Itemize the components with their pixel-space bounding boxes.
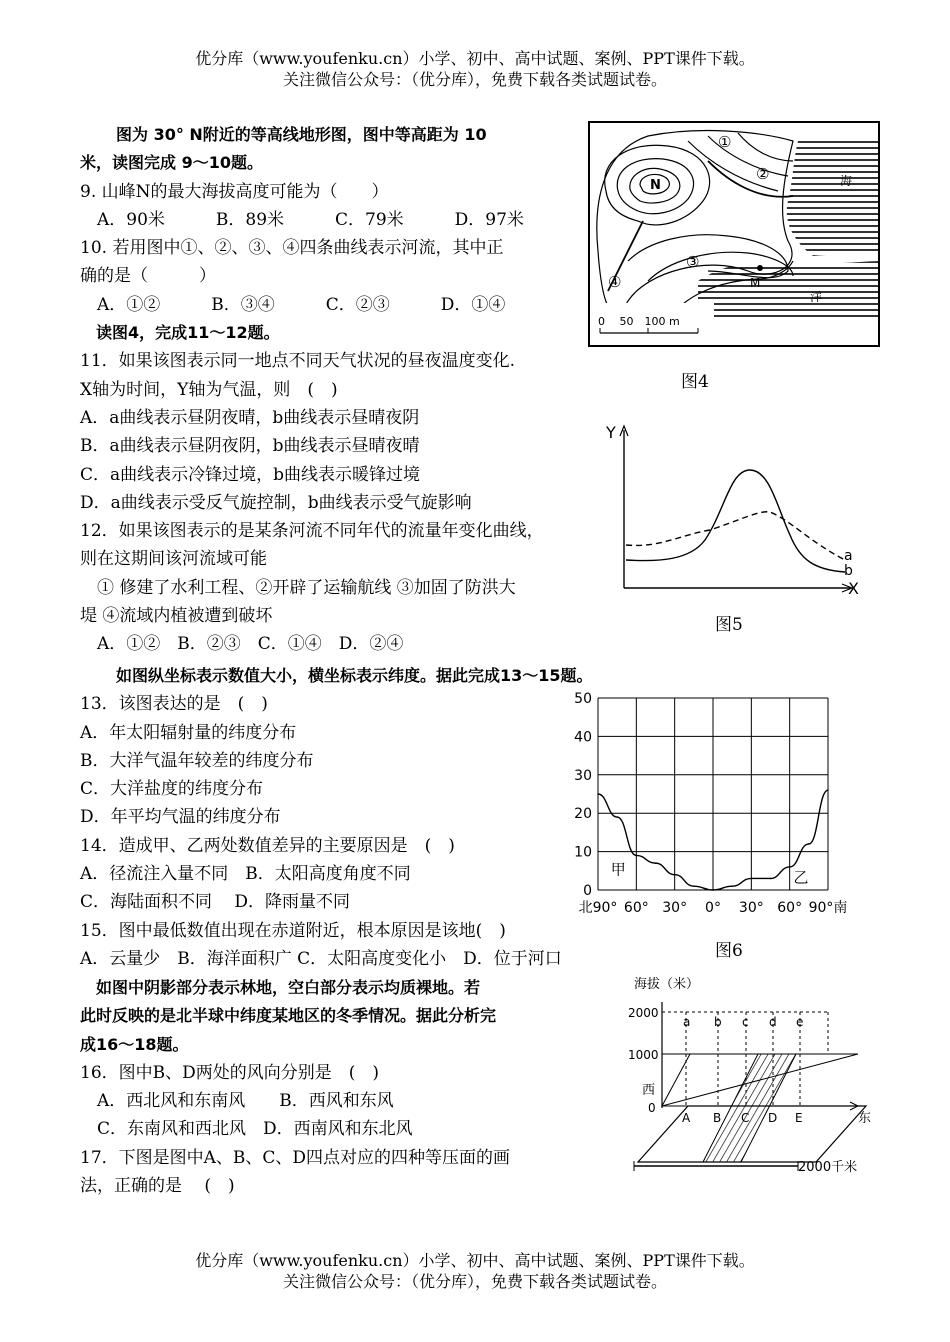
question-13-option-d: D．年平均气温的纬度分布 bbox=[80, 807, 281, 828]
contour-map-figure bbox=[588, 121, 880, 347]
question-11-option-b: B．a曲线表示昼阴夜阴，b曲线表示昼晴夜晴 bbox=[80, 436, 420, 457]
fig7-y-2000: 2000 bbox=[628, 1006, 659, 1020]
question-9-options: A．90米 B．89米 C．79米 D．97米 bbox=[80, 209, 524, 230]
fig7-top-e: e bbox=[796, 1015, 804, 1029]
footer-line-2: 关注微信公众号：（优分库），免费下载各类试题试卷。 bbox=[282, 1272, 667, 1291]
fig6-ytick: 10 bbox=[574, 844, 592, 861]
question-9: 9. 山峰N的最大海拔高度可能为（ ） bbox=[80, 181, 389, 202]
fig7-figure bbox=[628, 972, 878, 1182]
fig6-chart-figure bbox=[570, 690, 880, 925]
fig6-xtick: 30° bbox=[738, 900, 764, 916]
fig7-bottom-a: A bbox=[682, 1111, 691, 1125]
fig6-point bbox=[770, 878, 772, 880]
fig6-point bbox=[655, 862, 657, 864]
fig7-top-b: b bbox=[714, 1015, 722, 1029]
label-4: ④ bbox=[608, 273, 622, 291]
fig6-xtick: 0° bbox=[705, 900, 721, 916]
question-13-option-a: A．年太阳辐射量的纬度分布 bbox=[80, 722, 297, 743]
fig7-diagram bbox=[628, 972, 878, 1182]
fig5-caption: 图5 bbox=[715, 615, 743, 635]
question-11-option-d: D．a曲线表示受反气旋控制，b曲线表示受气旋影响 bbox=[80, 492, 472, 513]
fig7-east-label: 东 bbox=[858, 1111, 872, 1126]
fig5-figure bbox=[600, 420, 870, 600]
footer-line-1: 优分库（www.youfenku.cn）小学、初中、高中试题、案例、PPT课件下载。 bbox=[195, 1251, 755, 1270]
question-12-line2: 则在这期间该河流域可能 bbox=[80, 549, 267, 570]
question-16-options-ab: A．西北风和东南风 B．西风和东风 bbox=[80, 1091, 394, 1112]
intro-fig4: 读图4，完成11～12题。 bbox=[80, 323, 280, 343]
fig7-bottom-c: C bbox=[741, 1111, 750, 1125]
fig7-y-0: 0 bbox=[648, 1101, 656, 1115]
map-scale: 0 50 100 m bbox=[598, 315, 680, 328]
fig6-point bbox=[808, 843, 810, 845]
fig6-point bbox=[616, 816, 618, 818]
intro-fig-contour-line2: 米，读图完成 9～10题。 bbox=[80, 153, 263, 173]
label-peak-n: N bbox=[650, 178, 661, 193]
question-14-options-ab: A．径流注入量不同 B．太阳高度角度不同 bbox=[80, 864, 411, 885]
label-sea: 海 bbox=[840, 174, 853, 188]
fig6-chart bbox=[570, 690, 880, 925]
fig6-ytick: 30 bbox=[574, 767, 592, 784]
question-16-options-cd: C．东南风和西北风 D．西南风和东北风 bbox=[80, 1119, 413, 1140]
question-10-line2: 确的是（ ） bbox=[80, 266, 216, 287]
fig6-xtick: 90°南 bbox=[808, 900, 848, 916]
fig6-xtick: 60° bbox=[777, 900, 803, 916]
page-footer bbox=[0, 1250, 950, 1292]
intro-fig7-line3: 成16～18题。 bbox=[80, 1034, 189, 1054]
fig6-point bbox=[712, 889, 714, 891]
label-3: ③ bbox=[686, 253, 700, 271]
fig6-ytick: 40 bbox=[574, 729, 592, 746]
questions-9-12 bbox=[80, 121, 544, 659]
fig6-point bbox=[731, 885, 733, 887]
fig6-caption: 图6 bbox=[715, 941, 743, 961]
fig7-west-label: 西 bbox=[642, 1083, 656, 1098]
questions-16-17 bbox=[80, 974, 510, 1200]
fig7-bottom-d: D bbox=[768, 1111, 778, 1125]
question-12-options: A．①② B．②③ C．①④ D．②④ bbox=[80, 634, 404, 655]
question-10-line1: 10. 若用图中①、②、③、④四条曲线表示河流，其中正 bbox=[80, 238, 504, 259]
point-m-marker bbox=[757, 265, 763, 271]
question-11-option-c: C．a曲线表示冷锋过境，b曲线表示暖锋过境 bbox=[80, 464, 421, 485]
intro-fig-contour-line1: 图为 30° N附近的等高线地形图，图中等高距为 10 bbox=[116, 125, 487, 144]
question-14: 14．造成甲、乙两处数值差异的主要原因是 ( ) bbox=[80, 835, 455, 856]
fig6-xtick: 30° bbox=[662, 900, 688, 916]
fig6-point bbox=[597, 793, 599, 795]
fig6-point bbox=[674, 874, 676, 876]
fig7-scale: 2000千米 bbox=[798, 1160, 858, 1175]
fig6-label-yi: 乙 bbox=[793, 868, 809, 887]
intro-fig7-line2: 此时反映的是北半球中纬度某地区的冬季情况。据此分析完 bbox=[80, 1006, 497, 1026]
question-13-option-c: C．大洋盐度的纬度分布 bbox=[80, 779, 264, 800]
fig7-top-a: a bbox=[683, 1015, 691, 1029]
questions-13-15 bbox=[80, 662, 593, 973]
question-14-options-cd: C．海陆面积不同 D．降雨量不同 bbox=[80, 892, 351, 913]
page-header bbox=[0, 48, 950, 90]
fig6-point bbox=[751, 878, 753, 880]
question-15-options: A．云量少 B．海洋面积广 C．太阳高度变化小 D．位于河口 bbox=[80, 948, 562, 969]
label-1: ① bbox=[718, 133, 732, 151]
header-line-1: 优分库（www.youfenku.cn）小学、初中、高中试题、案例、PPT课件下载。 bbox=[195, 49, 755, 68]
sea-upper bbox=[787, 141, 878, 256]
fig6-ytick: 0 bbox=[583, 883, 592, 899]
contour-map bbox=[588, 121, 880, 347]
fig6-point bbox=[693, 885, 695, 887]
fig6-point bbox=[789, 866, 791, 868]
fig7-y-title: 海拔（米） bbox=[634, 977, 700, 992]
header-line-2: 关注微信公众号：（优分库），免费下载各类试题试卷。 bbox=[282, 70, 667, 89]
fig6-xtick: 60° bbox=[623, 900, 649, 916]
question-12-line3: ① 修建了水利工程、②开辟了运输航线 ③加固了防洪大 bbox=[80, 577, 516, 598]
fig7-top-d: d bbox=[769, 1015, 777, 1029]
question-11-line2: X轴为时间，Y轴为气温，则 ( ) bbox=[80, 379, 338, 400]
fig5-x-label: X bbox=[848, 579, 859, 598]
fig6-point bbox=[827, 789, 829, 791]
question-11-line1: 11．如果该图表示同一地点不同天气状况的昼夜温度变化. bbox=[80, 351, 516, 372]
fig7-forest bbox=[703, 1054, 796, 1162]
question-11-option-a: A．a曲线表示昼阴夜晴，b曲线表示昼晴夜阴 bbox=[80, 407, 420, 428]
label-ocean: 洋 bbox=[810, 290, 823, 304]
fig7-bottom-b: B bbox=[713, 1111, 722, 1125]
fig6-grid bbox=[598, 698, 828, 890]
question-16: 16．图中B、D两处的风向分别是 ( ) bbox=[80, 1062, 380, 1083]
label-point-m: M bbox=[750, 276, 761, 290]
question-13: 13．该图表达的是 ( ) bbox=[80, 694, 268, 715]
fig7-y-1000: 1000 bbox=[628, 1048, 659, 1062]
label-2: ② bbox=[756, 165, 770, 183]
fig5-curve-chart bbox=[600, 420, 870, 600]
intro-fig6: 如图纵坐标表示数值大小，横坐标表示纬度。据此完成13～15题。 bbox=[116, 666, 593, 685]
fig5-b-label: b bbox=[844, 563, 853, 579]
question-17-line1: 17．下图是图中A、B、C、D四点对应的四种等压面的画 bbox=[80, 1147, 511, 1168]
fig6-label-jia: 甲 bbox=[610, 860, 626, 879]
fig7-top-c: c bbox=[742, 1015, 749, 1029]
fig4-caption: 图4 bbox=[681, 372, 709, 392]
fig6-ytick: 50 bbox=[574, 691, 592, 707]
question-12-line1: 12．如果该图表示的是某条河流不同年代的流量年变化曲线， bbox=[80, 521, 544, 542]
question-13-option-b: B．大洋气温年较差的纬度分布 bbox=[80, 750, 314, 771]
fig6-ytick: 20 bbox=[574, 806, 592, 823]
fig6-xtick: 北90° bbox=[578, 900, 618, 916]
question-10-options: A．①② B．③④ C．②③ D．①④ bbox=[80, 294, 506, 315]
fig5-y-label: Y bbox=[606, 423, 616, 442]
fig6-point bbox=[636, 855, 638, 857]
curve-a bbox=[626, 512, 845, 560]
question-17-line2: 法，正确的是 ( ) bbox=[80, 1176, 235, 1197]
fig5-a-label: a bbox=[844, 548, 853, 564]
question-12-line4: 堤 ④流域内植被遭到破坏 bbox=[80, 606, 273, 627]
intro-fig7-line1: 如图中阴影部分表示林地，空白部分表示均质裸地。若 bbox=[80, 978, 481, 997]
fig7-bottom-e: E bbox=[795, 1111, 803, 1125]
question-15: 15．图中最低数值出现在赤道附近，根本原因是该地( ) bbox=[80, 920, 506, 941]
